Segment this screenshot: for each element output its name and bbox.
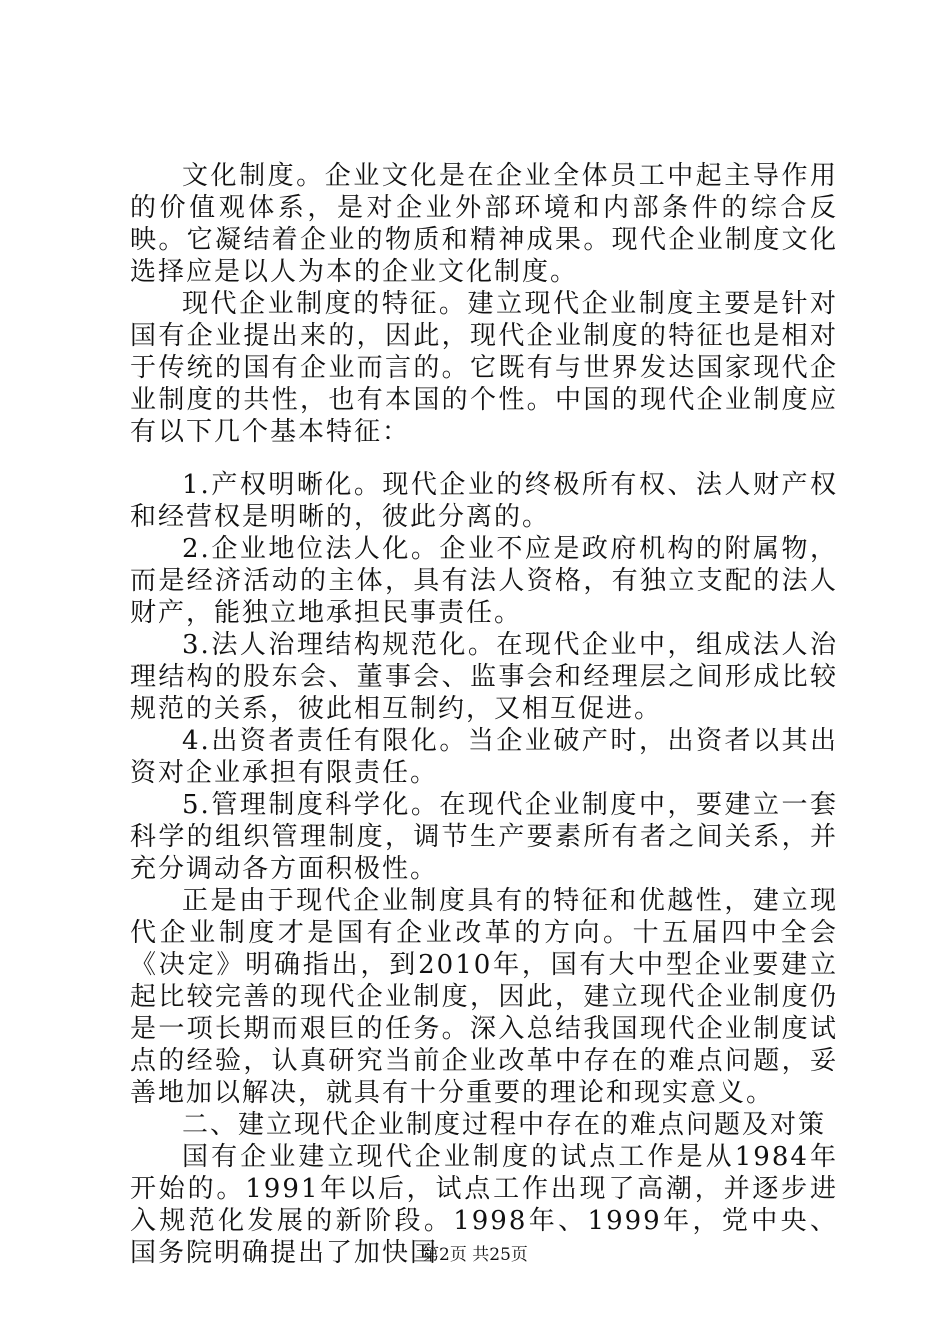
paragraph-feature-1: 1.产权明晰化。现代企业的终极所有权、法人财产权和经营权是明晰的，彼此分离的。 xyxy=(130,470,838,532)
paragraph-features-intro: 现代企业制度的特征。建立现代企业制度主要是针对国有企业提出来的，因此，现代企业制度的特征也是相对于传统的国有企业而言的。它既有与世界发达国家现代企业制度的共性，也有本国的个性。中国的现代企业制度应有以下几个基本特征： xyxy=(130,289,838,447)
section-heading-difficulties: 二、建立现代企业制度过程中存在的难点问题及对策 xyxy=(182,1110,827,1140)
paragraph-feature-2: 2.企业地位法人化。企业不应是政府机构的附属物，而是经济活动的主体，具有法人资格，有独立支配的法人财产，能独立地承担民事责任。 xyxy=(130,534,838,628)
paragraph-culture-system: 文化制度。企业文化是在企业全体员工中起主导作用的价值观体系，是对企业外部环境和内部条件的综合反映。它凝结着企业的物质和精神成果。现代企业制度文化选择应是以人为本的企业文化制度。 xyxy=(130,161,838,287)
paragraph-reform-direction: 正是由于现代企业制度具有的特征和优越性，建立现代企业制度才是国有企业改革的方向。十五届四中全会《决定》明确指出，到2010年，国有大中型企业要建立起比较完善的现代企业制度，因此，建立现代企业制度仍是一项长期而艰巨的任务。深入总结我国现代企业制度试点的经验，认真研究当前企业改革中存在的难点问题，妥善地加以解决，就具有十分重要的理论和现实意义。 xyxy=(130,886,838,1108)
paragraph-pilot-history: 国有企业建立现代企业制度的试点工作是从1984年开始的。1991年以后，试点工作出现了高潮，并逐步进入规范化发展的新阶段。1998年、1999年，党中央、国务院明确提出了加快国 xyxy=(130,1142,838,1268)
document-body xyxy=(130,160,838,1269)
paragraph-feature-3: 3.法人治理结构规范化。在现代企业中，组成法人治理结构的股东会、董事会、监事会和经理层之间形成比较规范的关系，彼此相互制约，又相互促进。 xyxy=(130,630,838,724)
page-footer: 第2页 共25页 xyxy=(422,1245,528,1265)
paragraph-feature-4: 4.出资者责任有限化。当企业破产时，出资者以其出资对企业承担有限责任。 xyxy=(130,726,838,788)
paragraph-feature-5: 5.管理制度科学化。在现代企业制度中，要建立一套科学的组织管理制度，调节生产要素所有者之间关系，并充分调动各方面积极性。 xyxy=(130,790,838,884)
